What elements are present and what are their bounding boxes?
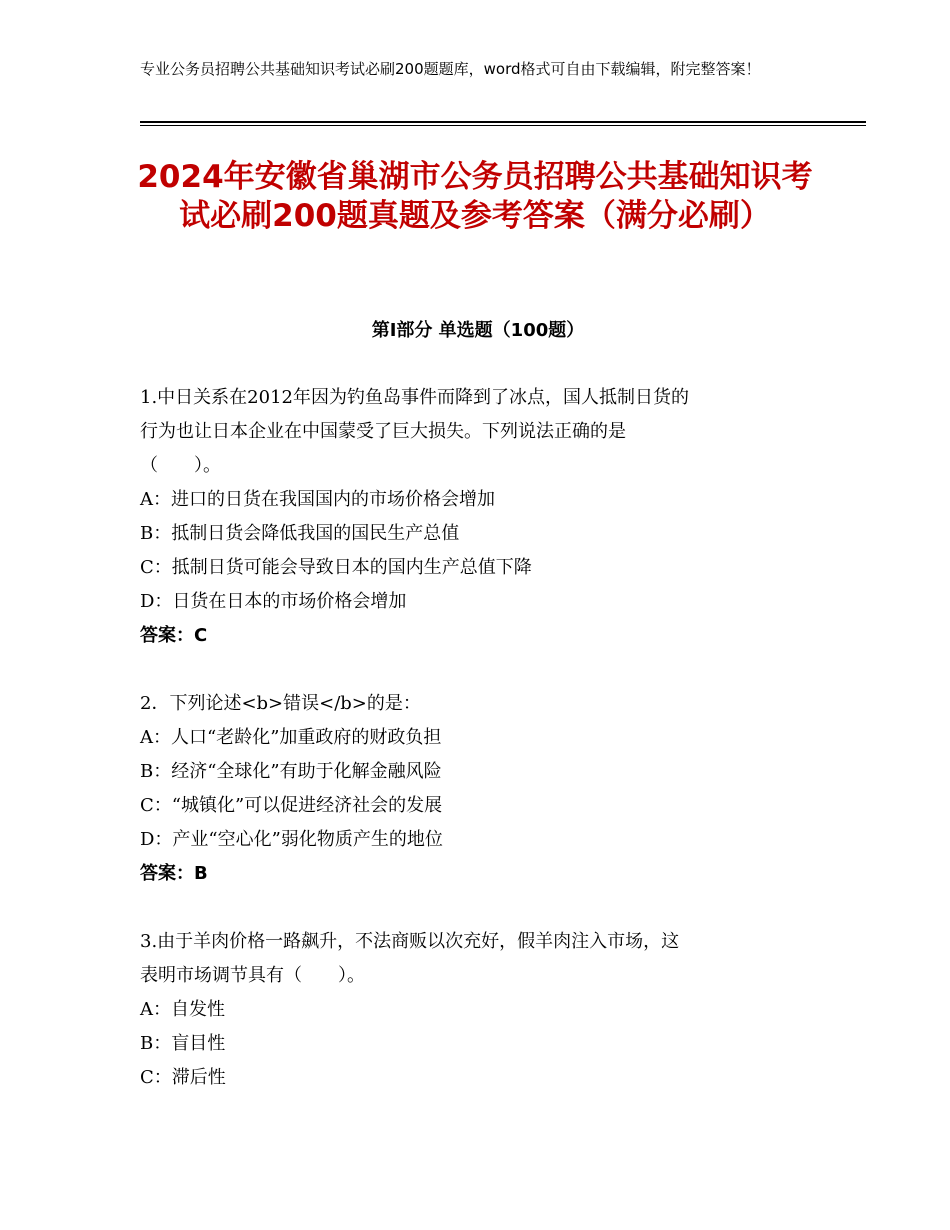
question-3 bbox=[140, 925, 810, 1095]
option-c: C：“城镇化”可以促进经济社会的发展 bbox=[140, 795, 443, 816]
section-title: 第Ⅰ部分 单选题（100题） bbox=[371, 320, 585, 341]
question-1 bbox=[140, 381, 810, 653]
header-note: 专业公务员招聘公共基础知识考试必刷200题题库，word格式可自由下载编辑，附完整答案！ bbox=[140, 60, 761, 78]
answer-label: 答案：B bbox=[140, 863, 208, 884]
question-stem-line: （ ）。 bbox=[140, 455, 221, 476]
question-stem-line: 行为也让日本企业在中国蒙受了巨大损失。下列说法正确的是 bbox=[140, 421, 626, 442]
document-title: 2024年安徽省巢湖市公务员招聘公共基础知识考试必刷200题真题及参考答案（满分必刷） bbox=[137, 159, 813, 234]
question-stem-line: 表明市场调节具有（ ）。 bbox=[140, 965, 365, 986]
header-divider-thick bbox=[140, 121, 866, 123]
option-d: D：产业“空心化”弱化物质产生的地位 bbox=[140, 829, 443, 850]
option-b: B：抵制日货会降低我国的国民生产总值 bbox=[140, 523, 460, 544]
option-a: A：人口“老龄化”加重政府的财政负担 bbox=[140, 727, 442, 748]
option-b: B：盲目性 bbox=[140, 1033, 226, 1054]
answer-label: 答案：C bbox=[140, 625, 208, 646]
option-a: A：自发性 bbox=[140, 999, 225, 1020]
option-c: C：抵制日货可能会导致日本的国内生产总值下降 bbox=[140, 557, 532, 578]
option-a: A：进口的日货在我国国内的市场价格会增加 bbox=[140, 489, 495, 510]
question-stem-line: 2．下列论述<b>错误</b>的是： bbox=[140, 693, 421, 714]
question-stem-line: 1.中日关系在2012年因为钓鱼岛事件而降到了冰点，国人抵制日货的 bbox=[140, 387, 689, 408]
question-2 bbox=[140, 687, 810, 891]
question-stem-line: 3.由于羊肉价格一路飙升，不法商贩以次充好，假羊肉注入市场，这 bbox=[140, 931, 680, 952]
option-b: B：经济“全球化”有助于化解金融风险 bbox=[140, 761, 442, 782]
header-divider-thin bbox=[140, 125, 866, 126]
option-d: D：日货在日本的市场价格会增加 bbox=[140, 591, 407, 612]
option-c: C：滞后性 bbox=[140, 1067, 226, 1088]
